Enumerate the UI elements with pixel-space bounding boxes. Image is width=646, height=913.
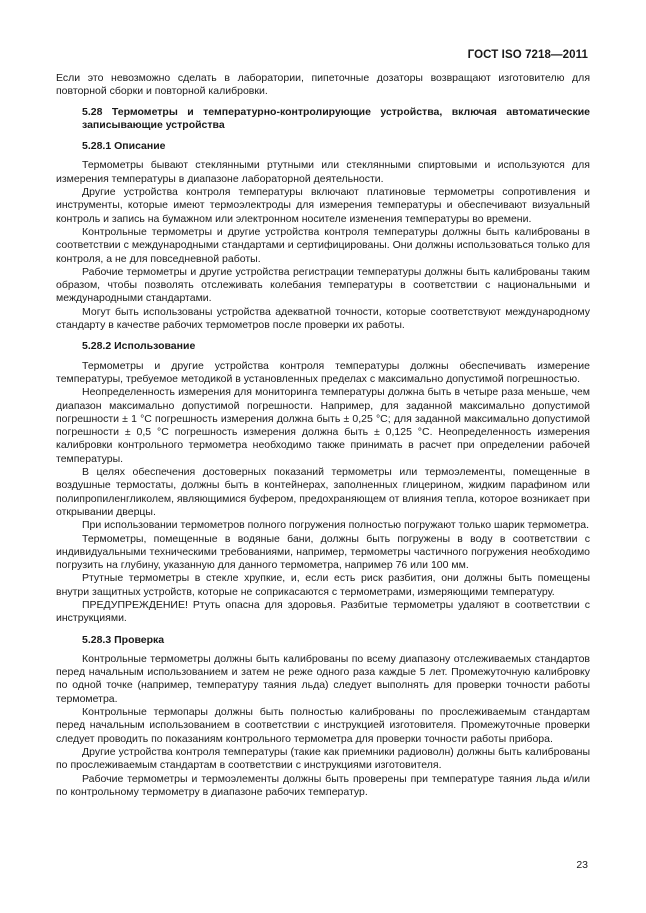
section-5-28-1-heading: 5.28.1 Описание [82,140,166,153]
page-number: 23 [576,859,588,871]
paragraph: Термометры бывают стеклянными ртутными или стеклянными спиртовыми и используются для измерения температуры в диапазоне лабораторной деятельности. [56,159,590,185]
paragraph: Контрольные термометры и другие устройства контроля температуры должны быть калиброваны в соответствии с международными стандартами и сертифицированы. Они должны использоваться только для контроля, а не для повседневной работы. [56,225,590,265]
section-5-28-3-heading: 5.28.3 Проверка [82,633,165,646]
paragraph: Рабочие термометры и термоэлементы должны быть проверены при температуре таяния льда и/или по контрольному термометру в диапазоне рабочих температур. [56,772,590,798]
standard-header: ГОСТ ISO 7218—2011 [467,49,588,61]
paragraph: Могут быть использованы устройства адекватной точности, которые соответствуют международному стандарту в качестве рабочих термометров после проверки их работы. [56,305,590,332]
paragraph: Контрольные термопары должны быть полностью калиброваны по прослеживаемым стандартам перед начальным использованием в соответствии с инструкцией изготовителя. Промежуточные проверки следует проводить по показаниям контрольного термометра для проверки точности работы прибора. [56,706,590,745]
section-5-28-heading: 5.28 Термометры и температурно-контролирующие устройства, включая автоматические записывающие устройства [82,105,590,131]
paragraph: Другие устройства контроля температуры (такие как приемники радиоволн) должны быть калиброваны по прослеживаемым стандартам в соответствии с инструкциями изготовителя. [56,745,590,772]
paragraph: Контрольные термометры должны быть калиброваны по всему диапазону отслеживаемых стандартов перед начальным использованием и затем не реже одного раза каждые 5 лет. Промежуточную калибровку по одной точке (например, температуру таяния льда) следует выполнять для проверки точности работы термометра. [56,652,590,705]
paragraph: При использовании термометров полного погружения полностью погружают только шарик термометра. [82,519,590,532]
section-5-28-2-heading: 5.28.2 Использование [82,340,196,353]
warning-paragraph: ПРЕДУПРЕЖДЕНИЕ! Ртуть опасна для здоровья. Разбитые термометры удаляют в соответствии с инструкциями. [56,598,590,625]
paragraph: Термометры и другие устройства контроля температуры должны обеспечивать измерение температуры, требуемое методикой в установленных пределах с максимально допустимой погрешностью. [56,359,590,385]
intro-paragraph: Если это невозможно сделать в лаборатории, пипеточные дозаторы возвращают изготовителю для повторной сборки и повторной калибровки. [56,72,590,98]
paragraph: Ртутные термометры в стекле хрупкие, и, если есть риск разбития, они должны быть помещены внутри защитных устройств, которые не соприкасаются с термометрами, измеряющими температуру. [56,572,590,598]
paragraph: Неопределенность измерения для мониторинга температуры должна быть в четыре раза меньше, чем диапазон максимально допустимой погрешности. Например, для заданной максимально допустимой погрешности ± 1 °С погрешность измерения должна быть ± 0,25 °С; для заданной максимально допустимой погрешности ± 0,5 °С погрешность измерения должна быть ± 0,125 °С. Неопределенность измерения калибровки контрольного термометра необходимо также принимать в расчет при определении рабочей температуры. [56,386,590,465]
paragraph: Другие устройства контроля температуры включают платиновые термометры сопротивления и инструменты, которые имеют термоэлектроды для измерения температуры и обеспечивают визуальный контроль и запись на бумажном или электронном носителе изменения температуры во времени. [56,186,590,225]
page-body [56,72,590,799]
paragraph: Термометры, помещенные в водяные бани, должны быть погружены в воду в соответствии с индивидуальными техническими требованиями, например, термометры частичного погружения необходимо погрузить на глубину, указанную для данного термометра, например 76 или 100 мм. [56,532,590,572]
paragraph: В целях обеспечения достоверных показаний термометры или термоэлементы, помещенные в воздушные термостаты, должны быть в контейнерах, заполненных глицерином, жидким парафином или полипропиленгликолем, являющимися буфером, предохраняющем от влияния тепла, которое возникает при открывании дверцы. [56,466,590,518]
paragraph: Рабочие термометры и другие устройства регистрации температуры должны быть калиброваны таким образом, чтобы позволять отслеживать колебания температуры в соответствии с национальными и международными стандартами. [56,265,590,305]
